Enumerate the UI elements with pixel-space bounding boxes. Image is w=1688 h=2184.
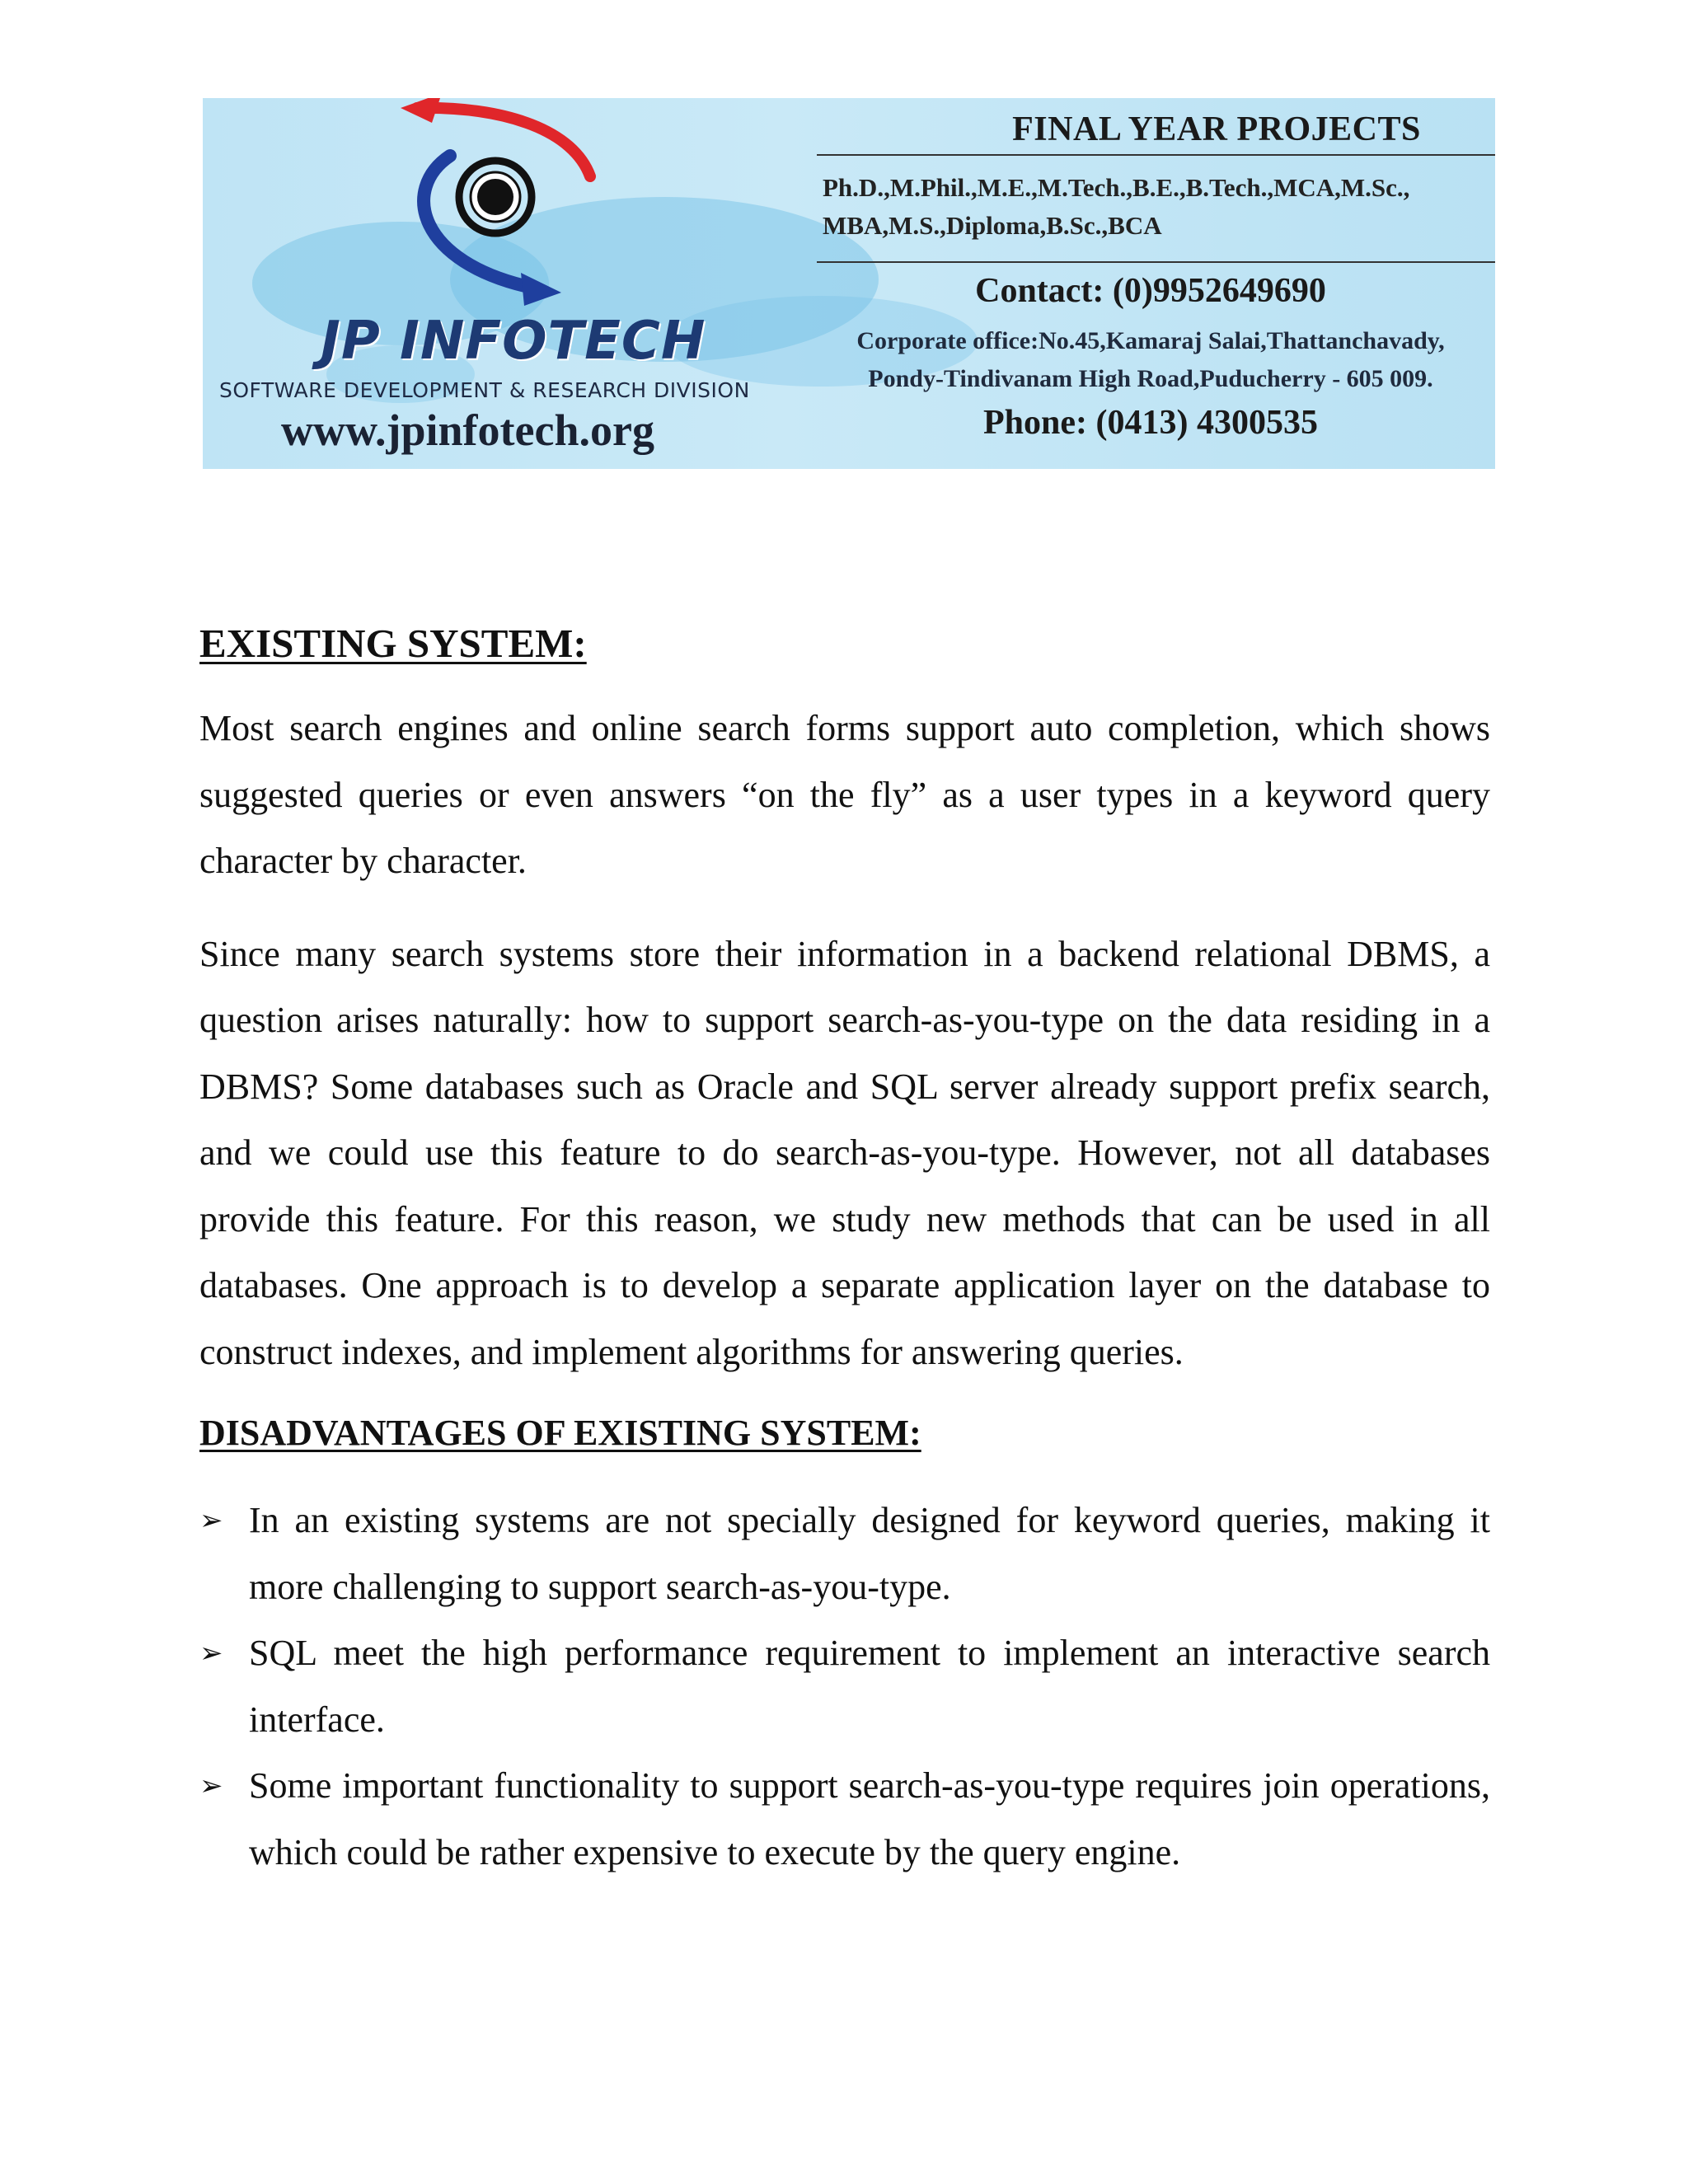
list-item [199,1753,1490,1886]
divider [817,261,1495,263]
brand-name: JP INFOTECH [321,311,706,372]
list-item [199,1620,1490,1753]
banner-title: FINAL YEAR PROJECTS [1012,110,1421,148]
division-tagline: SOFTWARE DEVELOPMENT & RESEARCH DIVISION [219,378,750,402]
list-item-text: Some important functionality to support search-as-you-type requires join operations, which could be rather expensive to execute by the query engine. [249,1765,1490,1872]
office-address [813,322,1489,398]
arrow-bullet-icon: ➢ [199,1769,223,1802]
list-item [199,1488,1490,1620]
address-line: Corporate office:No.45,Kamaraj Salai,Thattanchavady, [856,327,1445,354]
divider [817,154,1495,156]
qualifications [823,169,1490,245]
header-banner [203,98,1495,469]
phone-number: Phone: (0413) 4300535 [983,404,1318,442]
disadvantages-heading: DISADVANTAGES OF EXISTING SYSTEM: [199,1413,921,1453]
existing-system-heading: EXISTING SYSTEM: [199,621,587,666]
list-item-text: In an existing systems are not specially designed for keyword queries, making it more challenging to support search-as-you-type. [249,1500,1490,1607]
address-line: Pondy-Tindivanam High Road,Puducherry - 605 009. [868,365,1433,392]
arrow-bullet-icon: ➢ [199,1637,223,1670]
list-item-text: SQL meet the high performance requirement to implement an interactive search interface. [249,1633,1490,1740]
disadvantages-list [199,1488,1490,1886]
paragraph: Most search engines and online search forms support auto completion, which shows suggested queries or even answers “on the fly” as a user types in a keyword query character by character. [199,708,1490,881]
qualifications-line: MBA,M.S.,Diploma,B.Sc.,BCA [823,211,1162,240]
contact-number: Contact: (0)9952649690 [975,272,1326,310]
document-body [199,614,1490,1886]
eye-logo-icon [326,98,706,312]
paragraph: Since many search systems store their information in a backend relational DBMS, a question arises naturally: how to support search-as-you-type on the data residing in a DBMS? Some databases such as Oracle and SQL server already support prefix search, and we could use this feature to do search-as-you-type. However, not all databases provide this feature. For this reason, we study new methods that can be used in all databases. One approach is to develop a separate application layer on the database to construct indexes, and implement algorithms for answering queries. [199,933,1490,1372]
arrow-bullet-icon: ➢ [199,1504,223,1537]
website-link[interactable]: www.jpinfotech.org [281,405,654,455]
qualifications-line: Ph.D.,M.Phil.,M.E.,M.Tech.,B.E.,B.Tech.,MCA,M.Sc., [823,173,1410,202]
